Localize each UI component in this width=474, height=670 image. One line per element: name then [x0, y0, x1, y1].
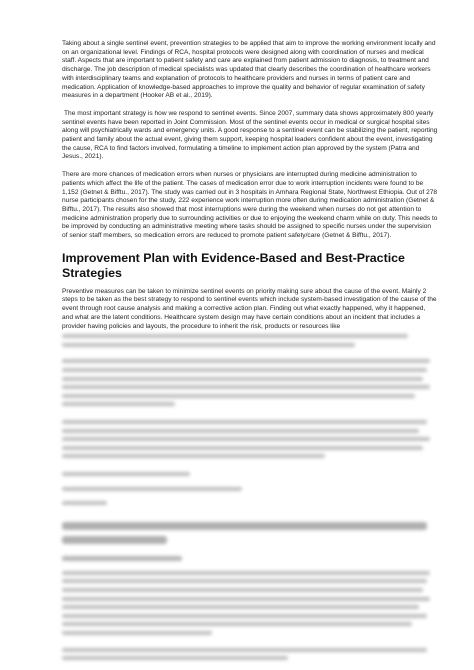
section-heading-improvement-plan: Improvement Plan with Evidence-Based and Best-Practice Strategies: [62, 250, 405, 280]
paragraph-sentinel-response: The most important strategy is how we respond to sentinel events. Since 2007, summary data shows approximately 800 yearly sentinel events have been reported in Joint Commission. Most of the sentinel events occur in medical or surgical hospital sites along will psychiatrically wards and emergency units. A good response to a sentinel event can be stabilizing the patient, reporting patient and family about the actual event, giving them support, keeping hospital leaders confident about the event, investigating the cause, RCA to find factors involved, formulating a timeline to implement action plan approved by the system (Patra and Jesus., 2021).: [62, 109, 438, 161]
paragraph-medication-errors: There are more chances of medication errors when nurses or physicians are interrupted during medicine administration to patients which affect the life of the patient. The cases of medication error due to work interruption incidents were found to be 1,152 (Getnet & Bifftu., 2017). The study was carried out in 3 hospitals in Amhara Regional State, Northwest Ethiopia. Out of 278 nurse participants chosen for the study, 222 experience work interruption more often during medication administration (Getnet & Bifftu., 2017). The results also showed that most interruptions were during the weekend when nurses do not get attention to medicine administration properly due to surrounding activities or due to enjoying the weekend charm while on duty. This needs to be improved by conducting an administrative meeting where tasks should be assigned to specific nurses under the supervision of senior staff members, so medication errors are reduced to promote patient safety/care (Getnet & Bifftu., 2017).: [62, 171, 438, 240]
paragraph-prevention-strategies: Taking about a single sentinel event, prevention strategies to be applied that aim to improve the working environment locally and on an organizational level. Findings of RCA, hospital protocols were designed along with coordination of nurses and medical staff. Aspects that are important to patient safety and care are explained from patient admission to diagnosis, to treatment and discharge. The job description of medical specialists was updated that clearly describes the coordination of healthcare workers with interdisciplinary teams and explanation of protocols to healthcare providers and nurses in terms of patient care and medication. Application of knowledge-based approaches to improve the quality and behavior of regular examination of safety measures in a department (Hooker AB et al., 2019).: [62, 40, 436, 100]
obscured-content: [62, 334, 438, 660]
paragraph-preventive-measures: Preventive measures can be taken to minimize sentinel events on priority making sure about the cause of the event. Mainly 2 steps to be taken as the best strategy to respond to sentinel events which include system-based investigation of the cause of the event through root cause analysis and making a corrective action plan. Finding out what exactly happened, why it happened, and what are the latent conditions. Healthcare system design may have certain conditions about an incident that includes a provider having policies and layouts, the procedure to inherit the risk, products or resources like: [62, 287, 437, 330]
